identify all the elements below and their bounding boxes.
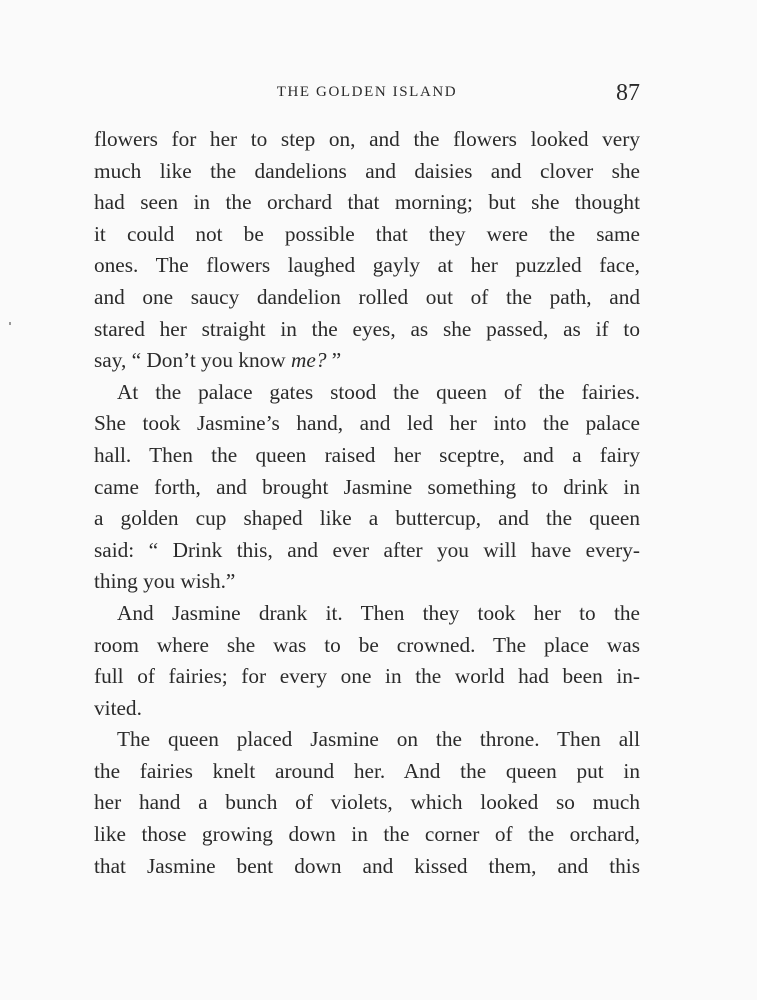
- text-line: came forth, and brought Jasmine something to drink in: [94, 474, 640, 499]
- text-line: had seen in the orchard that morning; but she thought: [94, 190, 640, 215]
- text-line: her hand a bunch of violets, which looked so much: [94, 790, 640, 815]
- text-line: like those growing down in the corner of the orchard,: [94, 822, 640, 847]
- quote-lead: say, “ Don’t you know: [94, 348, 291, 373]
- text-line-quote: [94, 345, 640, 377]
- text-line: much like the dandelions and daisies and clover she: [94, 158, 640, 183]
- text-line: a golden cup shaped like a buttercup, and the queen: [94, 506, 640, 531]
- text-line: room where she was to be crowned. The place was: [94, 632, 640, 657]
- text-line: full of fairies; for every one in the world had been in-: [94, 664, 640, 689]
- text-line: stared her straight in the eyes, as she passed, as if to: [94, 316, 640, 341]
- page-number: 87: [616, 80, 640, 106]
- text-line: it could not be possible that they were the same: [94, 221, 640, 246]
- paragraph-start: And Jasmine drank it. Then they took her to the: [117, 600, 640, 625]
- text-line: the fairies knelt around her. And the queen put in: [94, 758, 640, 783]
- text-line: flowers for her to step on, and the flowers looked very: [94, 127, 640, 151]
- text-line: ones. The flowers laughed gayly at her puzzled face,: [94, 253, 640, 278]
- body-text: [94, 124, 640, 882]
- running-title: THE GOLDEN ISLAND: [276, 84, 458, 100]
- quote-emphasis: me?: [290, 348, 327, 373]
- paragraph-start: At the palace gates stood the queen of the fairies.: [117, 379, 640, 404]
- text-line: and one saucy dandelion rolled out of the path, and: [94, 284, 640, 309]
- paragraph-start: The queen placed Jasmine on the throne. Then all: [117, 727, 640, 752]
- quote-close: ”: [326, 348, 342, 373]
- text-line: vited.: [94, 695, 142, 720]
- running-head: [94, 80, 640, 110]
- text-line: said: “ Drink this, and ever after you will have every-: [94, 537, 640, 562]
- text-line: hall. Then the queen raised her sceptre, and a fairy: [94, 442, 640, 467]
- text-line: that Jasmine bent down and kissed them, and this: [94, 853, 640, 878]
- scan-speck: [9, 322, 11, 325]
- text-line: thing you wish.”: [94, 569, 236, 594]
- text-line: She took Jasmine’s hand, and led her into the palace: [94, 411, 640, 436]
